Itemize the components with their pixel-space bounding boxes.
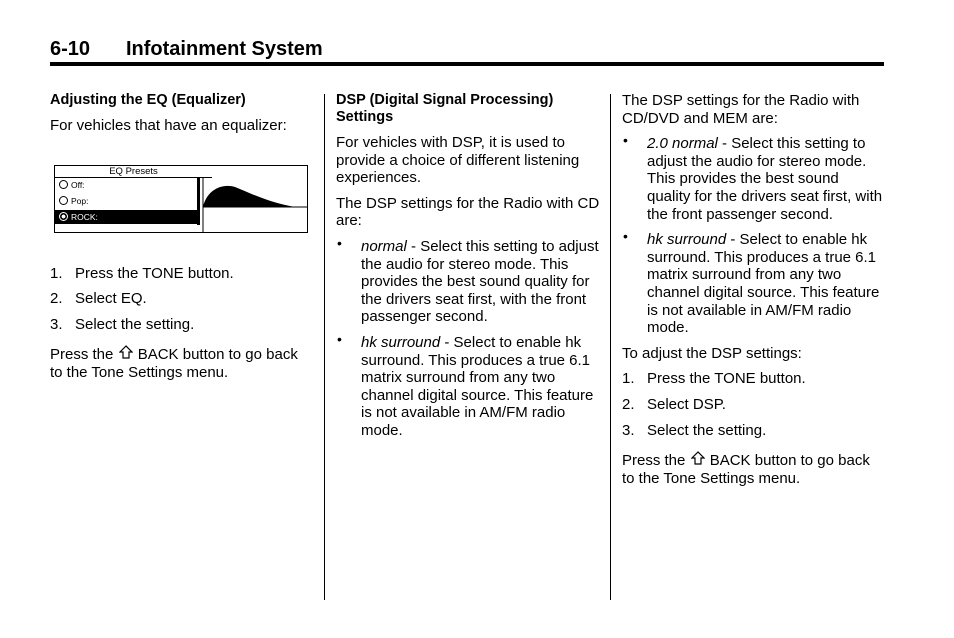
column-1 [50, 92, 312, 390]
dsp-dvd-lead: The DSP settings for the Radio with CD/DVD and MEM are: [622, 92, 860, 127]
eq-curve-graphic [195, 177, 307, 232]
list-item: • hk surround - Select to enable hk surround. This produces a true 6.1 matrix surround from any two channel digital source. This feature is not available in AM/FM radio mode. [337, 330, 594, 439]
radio-selected-icon [59, 212, 68, 221]
eq-steps [50, 265, 312, 334]
list-item: 2. Select DSP. [622, 395, 726, 413]
dsp-dvd-bullets [622, 132, 886, 337]
column-3 [622, 92, 886, 495]
dsp-steps [622, 370, 886, 439]
header-rule [50, 62, 884, 66]
section-title: Infotainment System [126, 38, 323, 60]
eq-option-pop: Pop: [59, 196, 89, 207]
radio-icon [59, 196, 68, 205]
back-instruction: Press the BACK button to go back to the Tone Settings menu. [50, 346, 298, 381]
column-2 [336, 92, 600, 448]
list-item: • hk surround - Select to enable hk surround. This produces a true 6.1 matrix surround from any two channel digital source. This feature is not available in AM/FM radio mode. [623, 228, 880, 337]
eq-intro: For vehicles that have an equalizer: [50, 117, 287, 134]
dsp-cd-lead: The DSP settings for the Radio with CD are: [336, 194, 600, 230]
bullet-icon: • [337, 234, 342, 251]
column-divider-1 [324, 94, 325, 600]
list-item: 3. Select the setting. [50, 315, 195, 333]
dsp-intro: For vehicles with DSP, it is used to provide a choice of different listening experiences. [336, 134, 580, 187]
page-header [50, 38, 884, 64]
list-item: 2. Select EQ. [50, 290, 147, 308]
eq-heading: Adjusting the EQ (Equalizer) [50, 92, 246, 108]
eq-option-off: Off: [59, 180, 85, 191]
back-arrow-icon [119, 345, 133, 361]
bullet-icon: • [623, 132, 628, 149]
list-item: 1. Press the TONE button. [50, 264, 234, 282]
dsp-cd-bullets [336, 234, 600, 440]
page-number: 6-10 [50, 38, 91, 60]
radio-icon [59, 180, 68, 189]
eq-screen-title-rule [55, 177, 212, 178]
eq-presets-screen [54, 165, 308, 233]
eq-screen-title: EQ Presets [109, 165, 158, 177]
back-instruction: Press the BACK button to go back to the Tone Settings menu. [622, 452, 870, 487]
column-divider-2 [610, 94, 611, 600]
dsp-heading: DSP (Digital Signal Processing) Settings [336, 92, 554, 125]
list-item: 3. Select the setting. [622, 421, 767, 439]
list-item: • 2.0 normal - Select this setting to adjust the audio for stereo mode. This provides the best sound quality for the drivers seat first, with the front passenger second. [623, 132, 883, 223]
bullet-icon: • [337, 330, 342, 347]
back-arrow-icon [691, 451, 705, 467]
eq-option-rock: ROCK: [59, 212, 98, 223]
bullet-icon: • [623, 228, 628, 245]
list-item: • normal - Select this setting to adjust the audio for stereo mode. This provides the best sound quality for the drivers seat first, with the front passenger second. [337, 234, 599, 326]
dsp-adjust-lead: To adjust the DSP settings: [622, 344, 802, 362]
list-item: 1. Press the TONE button. [622, 370, 806, 388]
